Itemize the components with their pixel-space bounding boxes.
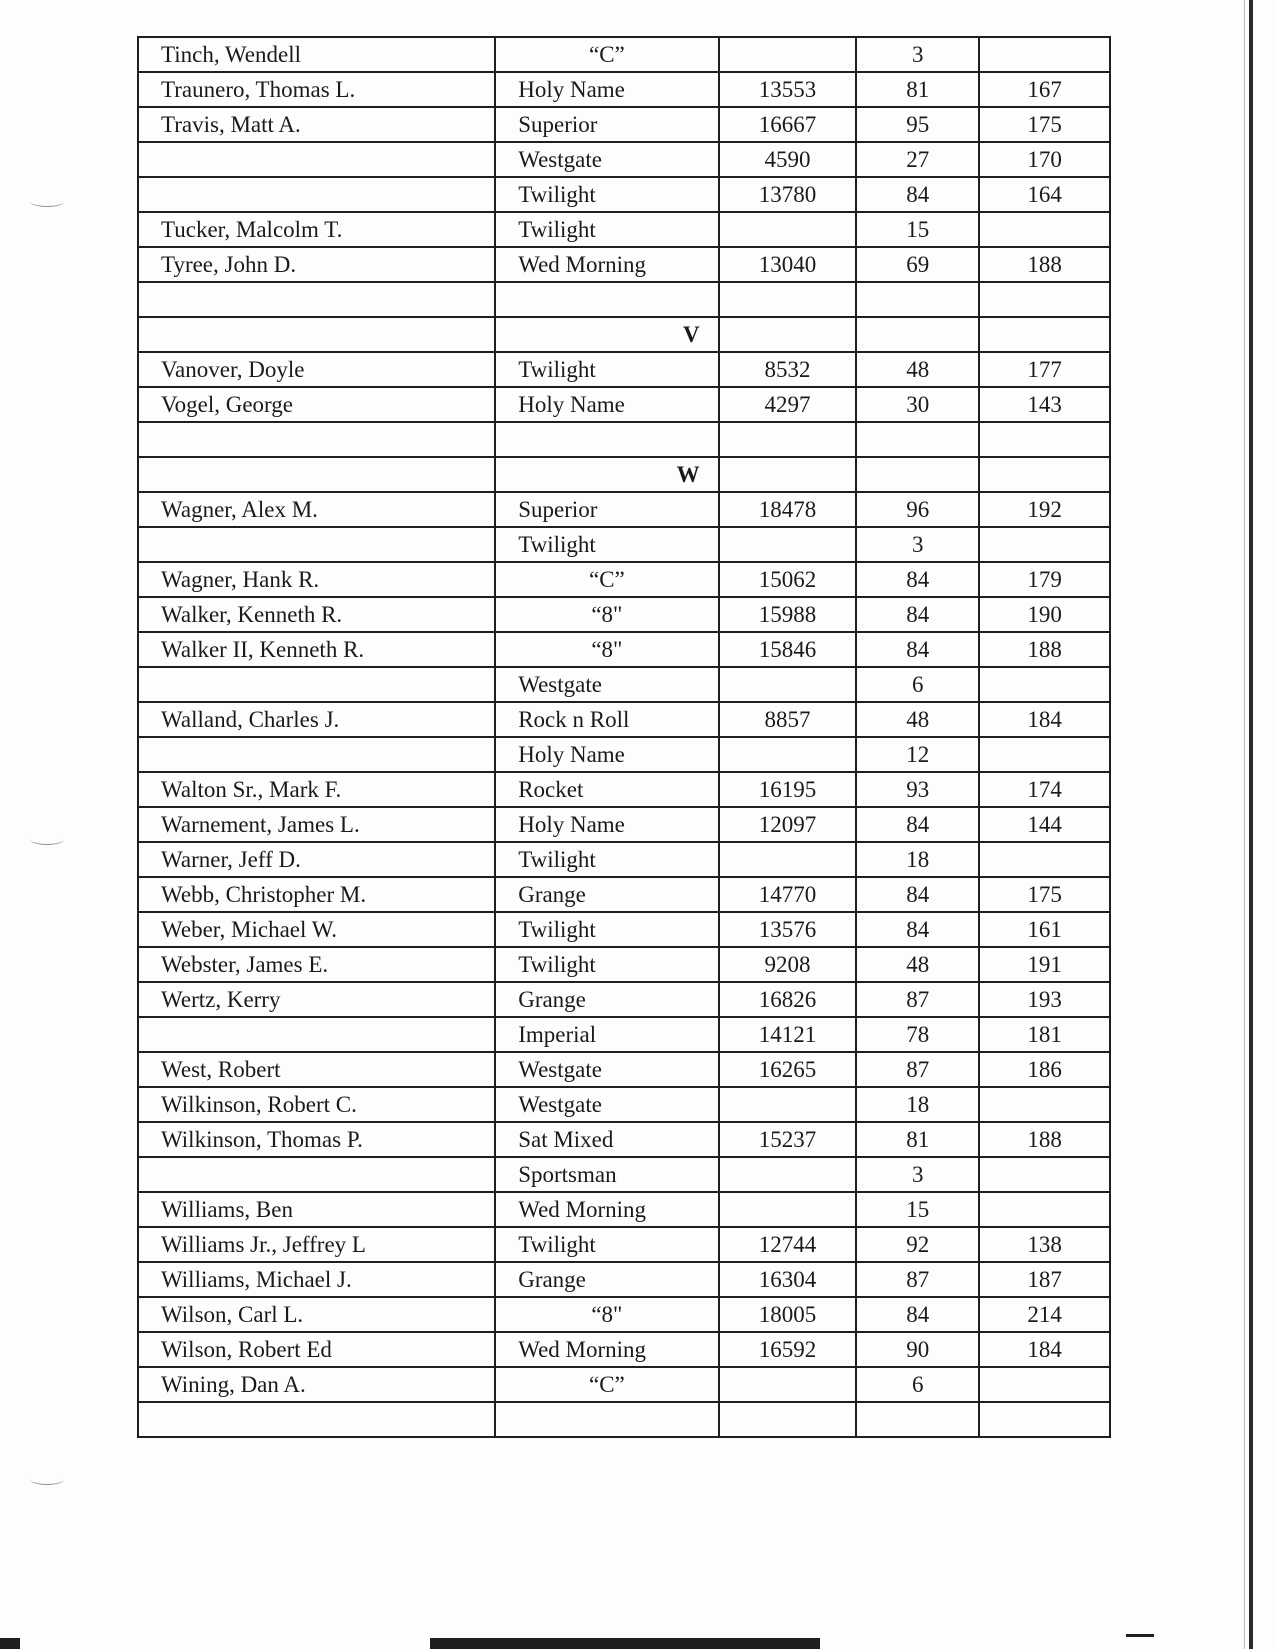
games-cell: 15 (856, 212, 979, 247)
bowler-name-cell: Traunero, Thomas L. (138, 72, 495, 107)
table-row (138, 772, 1110, 807)
games-cell: 84 (856, 562, 979, 597)
average-cell (979, 1087, 1110, 1122)
bowler-name-cell (138, 457, 495, 492)
games-cell: 84 (856, 597, 979, 632)
average-cell (979, 737, 1110, 772)
total-pins-cell: 18478 (719, 492, 857, 527)
average-cell (979, 842, 1110, 877)
punch-hole-mark (30, 196, 64, 207)
games-cell: 84 (856, 912, 979, 947)
total-pins-cell (719, 1192, 857, 1227)
bowler-name-cell (138, 1402, 495, 1437)
bowler-name-cell: Wilson, Robert Ed (138, 1332, 495, 1367)
section-letter-row (138, 457, 1110, 492)
table-row (138, 842, 1110, 877)
punch-hole-mark (30, 834, 64, 845)
table-row (138, 37, 1110, 72)
games-cell (856, 317, 979, 352)
games-cell (856, 1402, 979, 1437)
total-pins-cell: 16195 (719, 772, 857, 807)
punch-hole-mark (30, 1474, 64, 1485)
table-row (138, 527, 1110, 562)
league-cell: “C” (495, 37, 718, 72)
league-cell: Grange (495, 877, 718, 912)
average-cell: 164 (979, 177, 1110, 212)
games-cell (856, 422, 979, 457)
table-row (138, 1052, 1110, 1087)
table-row (138, 702, 1110, 737)
average-cell: 214 (979, 1297, 1110, 1332)
games-cell: 48 (856, 947, 979, 982)
games-cell: 90 (856, 1332, 979, 1367)
average-cell (979, 212, 1110, 247)
total-pins-cell (719, 282, 857, 317)
average-cell: 177 (979, 352, 1110, 387)
roster-body (138, 37, 1110, 1437)
average-cell: 143 (979, 387, 1110, 422)
total-pins-cell: 13040 (719, 247, 857, 282)
bowler-roster-table (137, 36, 1111, 1438)
league-cell: Grange (495, 982, 718, 1017)
table-row (138, 1367, 1110, 1402)
bowler-name-cell: Warnement, James L. (138, 807, 495, 842)
league-cell: Holy Name (495, 72, 718, 107)
scan-edge (1244, 0, 1245, 1649)
bowler-name-cell: Williams, Ben (138, 1192, 495, 1227)
average-cell: 138 (979, 1227, 1110, 1262)
total-pins-cell: 8857 (719, 702, 857, 737)
games-cell: 87 (856, 1052, 979, 1087)
average-cell: 186 (979, 1052, 1110, 1087)
league-cell: Imperial (495, 1017, 718, 1052)
league-cell (495, 282, 718, 317)
table-row (138, 1157, 1110, 1192)
bowler-name-cell: Wilkinson, Thomas P. (138, 1122, 495, 1157)
total-pins-cell (719, 37, 857, 72)
bowler-name-cell (138, 177, 495, 212)
total-pins-cell: 16667 (719, 107, 857, 142)
average-cell: 188 (979, 632, 1110, 667)
games-cell: 95 (856, 107, 979, 142)
bowler-name-cell: Webb, Christopher M. (138, 877, 495, 912)
bowler-name-cell: Tucker, Malcolm T. (138, 212, 495, 247)
games-cell (856, 282, 979, 317)
bowler-name-cell (138, 737, 495, 772)
table-row (138, 597, 1110, 632)
league-cell: Twilight (495, 212, 718, 247)
total-pins-cell: 15062 (719, 562, 857, 597)
table-row (138, 807, 1110, 842)
games-cell: 27 (856, 142, 979, 177)
games-cell: 84 (856, 632, 979, 667)
table-row (138, 212, 1110, 247)
league-cell: Twilight (495, 1227, 718, 1262)
bowler-name-cell (138, 1157, 495, 1192)
average-cell: 144 (979, 807, 1110, 842)
average-cell: 187 (979, 1262, 1110, 1297)
bowler-name-cell: Wilkinson, Robert C. (138, 1087, 495, 1122)
bowler-name-cell: Wertz, Kerry (138, 982, 495, 1017)
average-cell: 174 (979, 772, 1110, 807)
total-pins-cell: 12744 (719, 1227, 857, 1262)
league-cell: “8" (495, 632, 718, 667)
table-row (138, 1227, 1110, 1262)
bowler-name-cell: Vanover, Doyle (138, 352, 495, 387)
table-row (138, 737, 1110, 772)
table-row (138, 492, 1110, 527)
games-cell: 48 (856, 702, 979, 737)
total-pins-cell: 15846 (719, 632, 857, 667)
total-pins-cell: 13780 (719, 177, 857, 212)
league-cell (495, 422, 718, 457)
league-cell: Grange (495, 1262, 718, 1297)
table-row (138, 1402, 1110, 1437)
bowler-name-cell: Walker II, Kenneth R. (138, 632, 495, 667)
average-cell (979, 1367, 1110, 1402)
games-cell: 78 (856, 1017, 979, 1052)
league-cell: Holy Name (495, 387, 718, 422)
games-cell: 18 (856, 1087, 979, 1122)
table-row (138, 982, 1110, 1017)
average-cell (979, 317, 1110, 352)
league-cell: Holy Name (495, 807, 718, 842)
total-pins-cell: 16826 (719, 982, 857, 1017)
bowler-name-cell: Travis, Matt A. (138, 107, 495, 142)
scan-artifact (430, 1638, 820, 1649)
games-cell: 92 (856, 1227, 979, 1262)
league-cell: “C” (495, 1367, 718, 1402)
average-cell: 181 (979, 1017, 1110, 1052)
average-cell (979, 37, 1110, 72)
average-cell (979, 667, 1110, 702)
total-pins-cell (719, 1367, 857, 1402)
total-pins-cell (719, 667, 857, 702)
total-pins-cell (719, 1402, 857, 1437)
league-cell: Sportsman (495, 1157, 718, 1192)
games-cell: 96 (856, 492, 979, 527)
league-cell (495, 1402, 718, 1437)
total-pins-cell: 15237 (719, 1122, 857, 1157)
table-row (138, 1192, 1110, 1227)
bowler-name-cell (138, 527, 495, 562)
total-pins-cell: 8532 (719, 352, 857, 387)
total-pins-cell: 9208 (719, 947, 857, 982)
table-row (138, 1332, 1110, 1367)
bowler-name-cell: Tyree, John D. (138, 247, 495, 282)
section-letter-cell: V (495, 317, 718, 352)
table-row (138, 1262, 1110, 1297)
league-cell: Sat Mixed (495, 1122, 718, 1157)
league-cell: Superior (495, 492, 718, 527)
average-cell: 167 (979, 72, 1110, 107)
league-cell: Wed Morning (495, 247, 718, 282)
table-row (138, 107, 1110, 142)
average-cell: 170 (979, 142, 1110, 177)
scan-artifact (0, 1638, 20, 1649)
average-cell (979, 282, 1110, 317)
total-pins-cell: 4590 (719, 142, 857, 177)
average-cell: 190 (979, 597, 1110, 632)
league-cell: Rocket (495, 772, 718, 807)
average-cell (979, 1402, 1110, 1437)
table-row (138, 282, 1110, 317)
table-row (138, 387, 1110, 422)
bowler-name-cell (138, 667, 495, 702)
total-pins-cell: 14121 (719, 1017, 857, 1052)
average-cell (979, 1157, 1110, 1192)
games-cell: 48 (856, 352, 979, 387)
games-cell: 84 (856, 177, 979, 212)
games-cell: 6 (856, 1367, 979, 1402)
table-row (138, 422, 1110, 457)
table-row (138, 1122, 1110, 1157)
league-cell: “8" (495, 597, 718, 632)
games-cell: 30 (856, 387, 979, 422)
bowler-name-cell: Vogel, George (138, 387, 495, 422)
total-pins-cell (719, 422, 857, 457)
bowler-name-cell: West, Robert (138, 1052, 495, 1087)
average-cell: 192 (979, 492, 1110, 527)
league-cell: “C” (495, 562, 718, 597)
games-cell (856, 457, 979, 492)
bowler-name-cell (138, 317, 495, 352)
games-cell: 6 (856, 667, 979, 702)
league-cell: Westgate (495, 1052, 718, 1087)
average-cell: 191 (979, 947, 1110, 982)
games-cell: 87 (856, 1262, 979, 1297)
league-cell: Wed Morning (495, 1332, 718, 1367)
games-cell: 84 (856, 1297, 979, 1332)
total-pins-cell (719, 317, 857, 352)
games-cell: 84 (856, 877, 979, 912)
total-pins-cell: 4297 (719, 387, 857, 422)
table-row (138, 1297, 1110, 1332)
total-pins-cell: 14770 (719, 877, 857, 912)
average-cell: 175 (979, 107, 1110, 142)
games-cell: 12 (856, 737, 979, 772)
games-cell: 3 (856, 37, 979, 72)
league-cell: Westgate (495, 1087, 718, 1122)
scan-edge (1249, 0, 1253, 1649)
total-pins-cell (719, 842, 857, 877)
bowler-name-cell: Wilson, Carl L. (138, 1297, 495, 1332)
average-cell (979, 422, 1110, 457)
table-row (138, 72, 1110, 107)
league-cell: Twilight (495, 842, 718, 877)
bowler-name-cell: Walton Sr., Mark F. (138, 772, 495, 807)
bowler-name-cell: Weber, Michael W. (138, 912, 495, 947)
total-pins-cell: 15988 (719, 597, 857, 632)
games-cell: 81 (856, 72, 979, 107)
league-cell: Twilight (495, 177, 718, 212)
bowler-name-cell: Walland, Charles J. (138, 702, 495, 737)
table-row (138, 142, 1110, 177)
total-pins-cell: 16304 (719, 1262, 857, 1297)
scan-artifact (1126, 1634, 1154, 1637)
average-cell: 188 (979, 247, 1110, 282)
total-pins-cell (719, 212, 857, 247)
average-cell: 161 (979, 912, 1110, 947)
total-pins-cell: 13576 (719, 912, 857, 947)
table-row (138, 177, 1110, 212)
total-pins-cell (719, 1087, 857, 1122)
table-row (138, 352, 1110, 387)
bowler-name-cell (138, 142, 495, 177)
games-cell: 93 (856, 772, 979, 807)
league-cell: Superior (495, 107, 718, 142)
average-cell: 175 (979, 877, 1110, 912)
average-cell: 184 (979, 1332, 1110, 1367)
total-pins-cell: 12097 (719, 807, 857, 842)
total-pins-cell (719, 1157, 857, 1192)
bowler-name-cell: Wagner, Hank R. (138, 562, 495, 597)
bowler-name-cell (138, 422, 495, 457)
table-row (138, 667, 1110, 702)
table-row (138, 947, 1110, 982)
bowler-name-cell: Wagner, Alex M. (138, 492, 495, 527)
league-cell: Twilight (495, 527, 718, 562)
bowler-name-cell (138, 282, 495, 317)
games-cell: 15 (856, 1192, 979, 1227)
average-cell: 184 (979, 702, 1110, 737)
games-cell: 87 (856, 982, 979, 1017)
total-pins-cell (719, 527, 857, 562)
section-letter-row (138, 317, 1110, 352)
league-cell: Twilight (495, 912, 718, 947)
average-cell: 179 (979, 562, 1110, 597)
average-cell (979, 457, 1110, 492)
average-cell (979, 527, 1110, 562)
league-cell: Twilight (495, 352, 718, 387)
bowler-name-cell (138, 1017, 495, 1052)
total-pins-cell (719, 737, 857, 772)
games-cell: 3 (856, 527, 979, 562)
total-pins-cell: 13553 (719, 72, 857, 107)
games-cell: 69 (856, 247, 979, 282)
league-cell: Holy Name (495, 737, 718, 772)
bowler-name-cell: Tinch, Wendell (138, 37, 495, 72)
section-letter-cell: W (495, 457, 718, 492)
league-cell: Wed Morning (495, 1192, 718, 1227)
bowler-name-cell: Webster, James E. (138, 947, 495, 982)
bowler-name-cell: Wining, Dan A. (138, 1367, 495, 1402)
bowler-name-cell: Williams Jr., Jeffrey L (138, 1227, 495, 1262)
table-row (138, 247, 1110, 282)
bowler-name-cell: Williams, Michael J. (138, 1262, 495, 1297)
average-cell (979, 1192, 1110, 1227)
games-cell: 18 (856, 842, 979, 877)
average-cell: 188 (979, 1122, 1110, 1157)
total-pins-cell: 18005 (719, 1297, 857, 1332)
games-cell: 81 (856, 1122, 979, 1157)
games-cell: 3 (856, 1157, 979, 1192)
table-row (138, 912, 1110, 947)
table-row (138, 632, 1110, 667)
league-cell: Westgate (495, 667, 718, 702)
league-cell: Rock n Roll (495, 702, 718, 737)
table-row (138, 1087, 1110, 1122)
average-cell: 193 (979, 982, 1110, 1017)
league-cell: Twilight (495, 947, 718, 982)
table-row (138, 877, 1110, 912)
bowler-name-cell: Walker, Kenneth R. (138, 597, 495, 632)
total-pins-cell (719, 457, 857, 492)
league-cell: Westgate (495, 142, 718, 177)
games-cell: 84 (856, 807, 979, 842)
total-pins-cell: 16265 (719, 1052, 857, 1087)
total-pins-cell: 16592 (719, 1332, 857, 1367)
table-row (138, 562, 1110, 597)
league-cell: “8" (495, 1297, 718, 1332)
table-row (138, 1017, 1110, 1052)
bowler-name-cell: Warner, Jeff D. (138, 842, 495, 877)
